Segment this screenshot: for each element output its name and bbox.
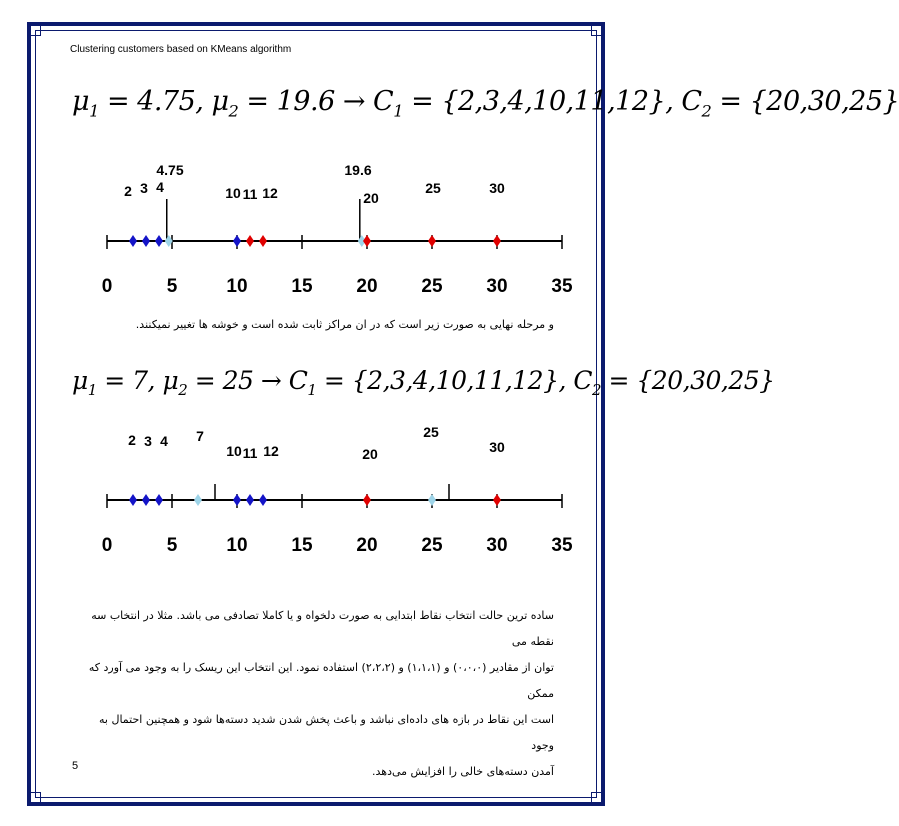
point-label: 20 bbox=[362, 446, 378, 462]
mu2-value: 25 bbox=[222, 366, 254, 395]
cluster1-point bbox=[259, 494, 267, 506]
cluster1-point bbox=[155, 494, 163, 506]
cluster2-set: {20,30,25} bbox=[749, 86, 899, 117]
point-label: 3 bbox=[144, 433, 152, 449]
paragraph-line: است این نقاط در بازه های داده‌ای نباشد و باعث پخش شدن شدید دسته‌ها شود و همچنین احتمال به وجود bbox=[99, 713, 554, 752]
paragraph-line: ساده ترین حالت انتخاب نقاط ابتدایی به صورت دلخواه و یا کاملا تصادفی می باشد. مثلا در انتخاب سه نقطه می bbox=[91, 609, 554, 648]
point-label: 25 bbox=[425, 180, 441, 196]
tick-label: 10 bbox=[226, 276, 248, 297]
page-number: 5 bbox=[72, 760, 79, 772]
point-label: 10 bbox=[226, 443, 242, 459]
centroid-point bbox=[428, 494, 436, 506]
cluster1-point bbox=[246, 494, 254, 506]
point-label: 2 bbox=[128, 432, 136, 448]
tick-label: 15 bbox=[291, 276, 313, 297]
tick-label: 35 bbox=[551, 535, 573, 556]
point-label: 10 bbox=[225, 185, 241, 201]
tick-label: 0 bbox=[101, 276, 113, 297]
tick-label: 15 bbox=[291, 535, 313, 556]
tick-label: 0 bbox=[101, 535, 113, 556]
final-step-sentence: و مرحله نهایی به صورت زیر است که در ان مراکز ثابت شده است و خوشه ها تغییر نمیکنند. bbox=[135, 318, 554, 331]
cluster1-set: {2,3,4,10,11,12} bbox=[441, 86, 666, 117]
point-label: 30 bbox=[489, 180, 505, 196]
point-label: 4 bbox=[160, 433, 168, 449]
formula-final: $\mu_1 = 7$, $\mu_2 = 25 \to C_1 = \{2,3,4,10,11,12\}$, $C_2 = \{20,30,25\}$ bbox=[72, 366, 775, 399]
point-label: 7 bbox=[196, 428, 204, 444]
cluster1-point bbox=[142, 494, 150, 506]
paragraph-line: آمدن دسته‌های خالی را افزایش می‌دهد. bbox=[372, 765, 554, 778]
point-label: 4 bbox=[156, 179, 164, 195]
tick-label: 30 bbox=[486, 535, 508, 556]
tick-label: 10 bbox=[226, 535, 248, 556]
point-label: 30 bbox=[489, 439, 505, 455]
cluster2-point bbox=[493, 494, 501, 506]
body-paragraph bbox=[84, 603, 554, 785]
point-label: 20 bbox=[363, 190, 379, 206]
formula-iteration: $\mu_1 = 4.75$, $\mu_2 = 19.6 \to C_1 = \{2,3,4,10,11,12\}$, $C_2 = \{20,30,25\}$ bbox=[72, 86, 899, 121]
point-label: 19.6 bbox=[344, 162, 372, 178]
cluster2-point bbox=[363, 494, 371, 506]
cluster1-point bbox=[233, 494, 241, 506]
paragraph-line: توان از مقادیر (۰،۰،۰) و (۱،۱،۱) و (۲،۲،۲) استفاده نمود. این انتخاب این ریسک را به وجود می آورد که ممکن bbox=[88, 661, 554, 700]
cluster2-set: {20,30,25} bbox=[636, 366, 775, 395]
point-label: 25 bbox=[423, 424, 439, 440]
tick-label: 5 bbox=[166, 276, 178, 297]
centroid-point bbox=[194, 494, 202, 506]
page-header: Clustering customers based on KMeans algorithm bbox=[70, 44, 292, 55]
mu1-value: 7 bbox=[132, 366, 148, 395]
mu2-value: 19.6 bbox=[276, 86, 335, 117]
tick-label: 30 bbox=[486, 276, 508, 297]
tick-label: 25 bbox=[421, 535, 443, 556]
tick-label: 20 bbox=[356, 535, 378, 556]
tick-label: 5 bbox=[166, 535, 178, 556]
point-label: 11 bbox=[242, 445, 258, 461]
point-label: 3 bbox=[140, 180, 148, 196]
point-label: 4.75 bbox=[156, 162, 184, 178]
mu1-value: 4.75 bbox=[137, 86, 196, 117]
tick-label: 20 bbox=[356, 276, 378, 297]
point-label: 12 bbox=[263, 443, 279, 459]
cluster1-point bbox=[129, 494, 137, 506]
tick-label: 25 bbox=[421, 276, 443, 297]
point-label: 2 bbox=[124, 183, 132, 199]
point-label: 11 bbox=[242, 186, 258, 202]
cluster1-set: {2,3,4,10,11,12} bbox=[351, 366, 559, 395]
tick-label: 35 bbox=[551, 276, 573, 297]
point-label: 12 bbox=[262, 185, 278, 201]
